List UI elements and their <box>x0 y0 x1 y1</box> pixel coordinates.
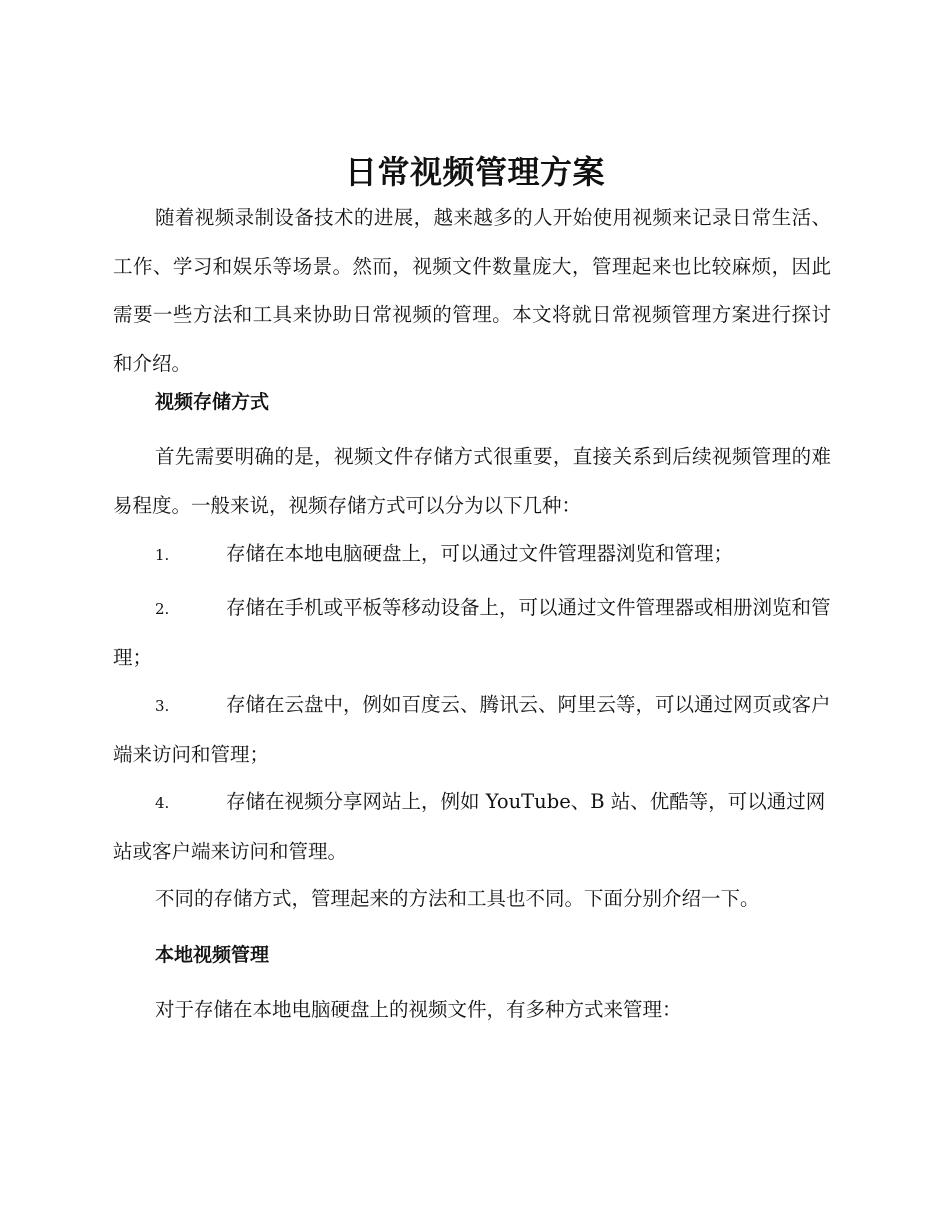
summary-paragraph: 不同的存储方式，管理起来的方法和工具也不同。下面分别介绍一下。 <box>155 887 760 910</box>
list-text: 存储在云盘中，例如百度云、腾讯云、阿里云等，可以通过网页或客户端来访问和管理； <box>113 693 831 766</box>
list-number: 1. <box>155 546 170 564</box>
list-number: 4. <box>155 794 170 812</box>
storage-paragraph: 首先需要明确的是，视频文件存储方式很重要，直接关系到后续视频管理的难易程度。一般来说，视频存储方式可以分为以下几种： <box>113 445 831 517</box>
document-title: 日常视频管理方案 <box>344 153 605 191</box>
list-item <box>113 584 831 682</box>
list-item <box>113 530 831 580</box>
list-text: 存储在视频分享网站上，例如 YouTube、B 站、优酷等，可以通过网站或客户端来访问和管理。 <box>113 790 826 863</box>
list-item <box>113 778 831 876</box>
section-heading-storage: 视频存储方式 <box>155 391 270 413</box>
list-item <box>113 681 831 779</box>
local-paragraph: 对于存储在本地电脑硬盘上的视频文件，有多种方式来管理： <box>155 998 682 1021</box>
intro-paragraph: 随着视频录制设备技术的进展，越来越多的人开始使用视频来记录日常生活、工作、学习和娱乐等场景。然而，视频文件数量庞大，管理起来也比较麻烦，因此需要一些方法和工具来协助日常视频的管理。本文将就日常视频管理方案进行探讨和介绍。 <box>113 206 831 375</box>
list-text: 存储在手机或平板等移动设备上，可以通过文件管理器或相册浏览和管理； <box>113 596 831 669</box>
list-text: 存储在本地电脑硬盘上，可以通过文件管理器浏览和管理； <box>226 542 734 565</box>
list-number: 3. <box>155 697 170 715</box>
section-heading-local: 本地视频管理 <box>155 944 270 966</box>
list-number: 2. <box>155 600 170 618</box>
